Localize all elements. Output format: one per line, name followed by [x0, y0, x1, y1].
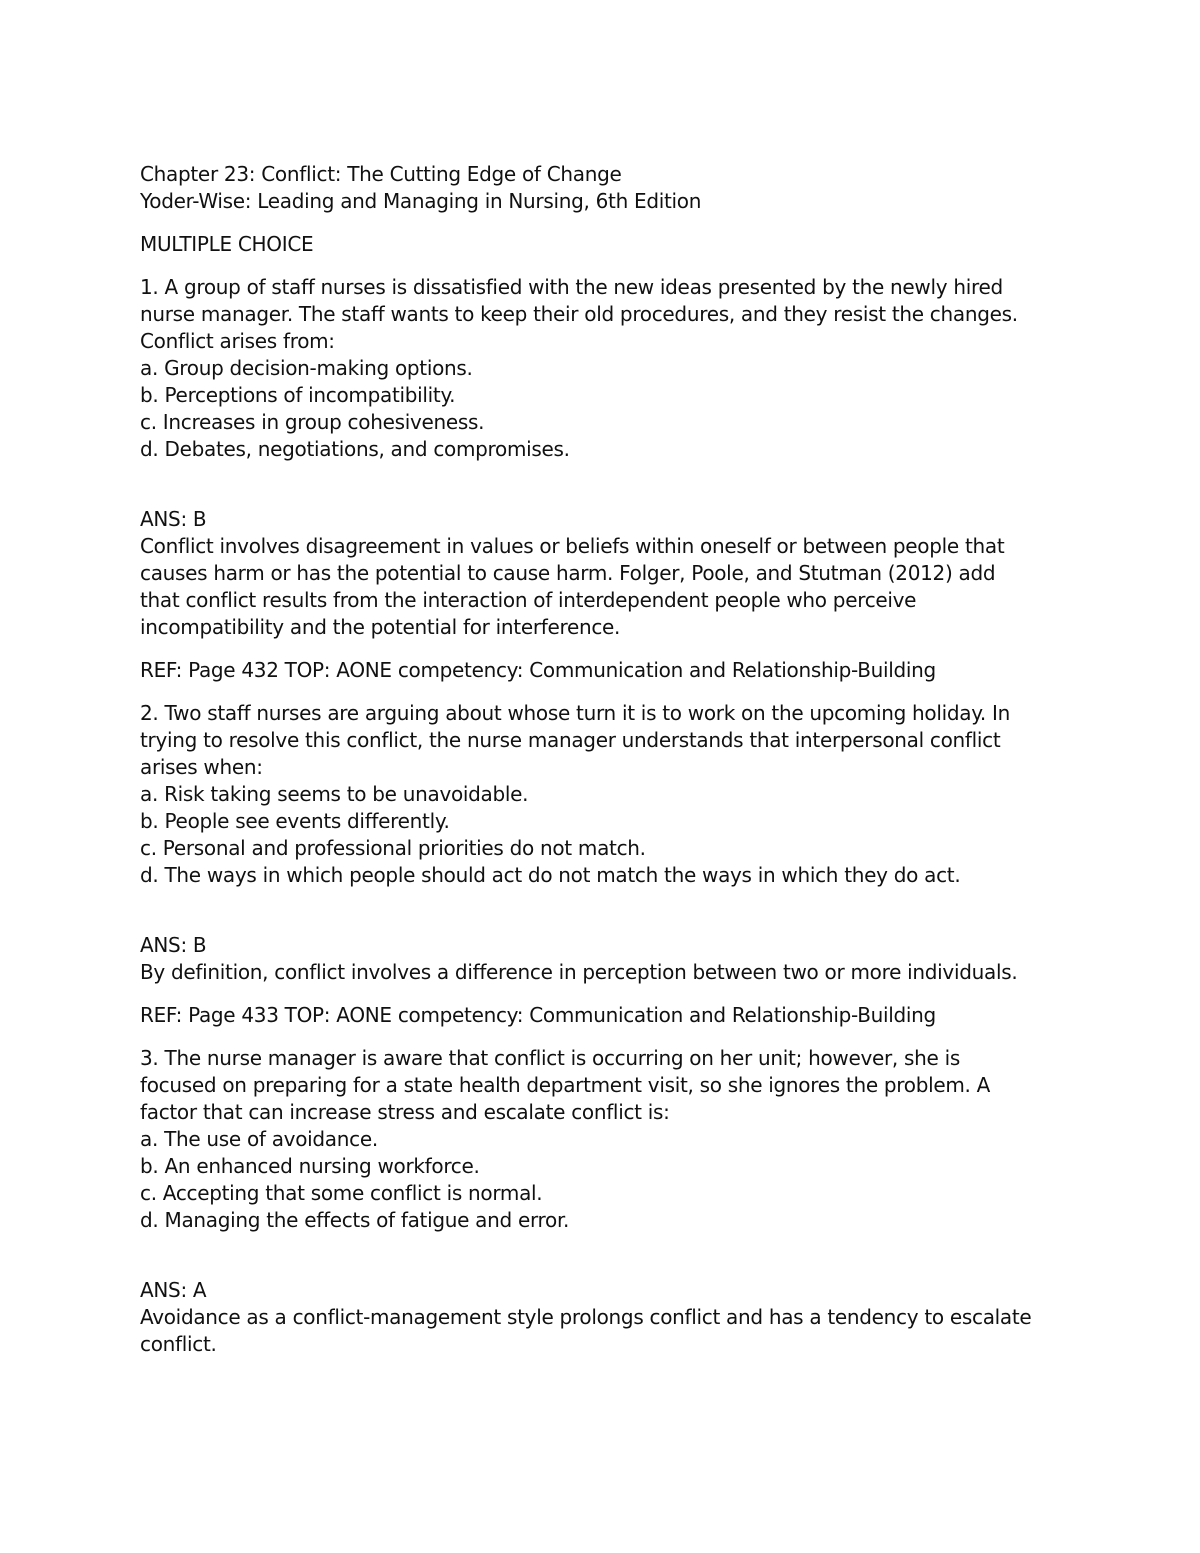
option-a: a. The use of avoidance.	[140, 1127, 378, 1151]
rationale-line: incompatibility and the potential for interference.	[140, 615, 621, 639]
rationale-line: causes harm or has the potential to cause harm. Folger, Poole, and Stutman (2012) add	[140, 561, 996, 585]
question-stem-line: Conflict arises from:	[140, 329, 335, 353]
question-stem-line: focused on preparing for a state health department visit, so she ignores the problem. A	[140, 1073, 991, 1097]
question-stem-line: trying to resolve this conflict, the nurse manager understands that interpersonal conflict	[140, 728, 1001, 752]
option-d: d. Debates, negotiations, and compromises.	[140, 437, 570, 461]
option-b: b. An enhanced nursing workforce.	[140, 1154, 480, 1178]
question-3	[140, 1045, 1060, 1358]
option-a: a. Risk taking seems to be unavoidable.	[140, 782, 529, 806]
question-1	[140, 274, 1060, 700]
rationale-line: conflict.	[140, 1332, 217, 1356]
question-stem-line: 1. A group of staff nurses is dissatisfied with the new ideas presented by the newly hired	[140, 275, 1003, 299]
option-c: c. Personal and professional priorities do not match.	[140, 836, 646, 860]
question-stem-line: 2. Two staff nurses are arguing about whose turn it is to work on the upcoming holiday. In	[140, 701, 1011, 725]
reference: REF: Page 433 TOP: AONE competency: Communication and Relationship-Building	[140, 1003, 936, 1027]
option-c: c. Increases in group cohesiveness.	[140, 410, 485, 434]
rationale-line: By definition, conflict involves a difference in perception between two or more individuals.	[140, 960, 1018, 984]
document-page	[140, 161, 1060, 1358]
question-stem-line: factor that can increase stress and escalate conflict is:	[140, 1100, 670, 1124]
question-stem-line: arises when:	[140, 755, 263, 779]
rationale-line: Conflict involves disagreement in values or beliefs within oneself or between people that	[140, 534, 1005, 558]
section-heading: MULTIPLE CHOICE	[140, 232, 314, 256]
rationale-line: Avoidance as a conflict-management style prolongs conflict and has a tendency to escalate	[140, 1305, 1032, 1329]
option-b: b. Perceptions of incompatibility.	[140, 383, 456, 407]
rationale-line: that conflict results from the interaction of interdependent people who perceive	[140, 588, 917, 612]
option-d: d. The ways in which people should act do not match the ways in which they do act.	[140, 863, 961, 887]
question-stem-line: nurse manager. The staff wants to keep their old procedures, and they resist the changes.	[140, 302, 1018, 326]
answer: ANS: B	[140, 933, 207, 957]
option-c: c. Accepting that some conflict is normal.	[140, 1181, 543, 1205]
option-d: d. Managing the effects of fatigue and error.	[140, 1208, 570, 1232]
chapter-title: Chapter 23: Conflict: The Cutting Edge of Change	[140, 162, 622, 186]
book-title: Yoder-Wise: Leading and Managing in Nursing, 6th Edition	[140, 189, 702, 213]
option-a: a. Group decision-making options.	[140, 356, 473, 380]
question-stem-line: 3. The nurse manager is aware that conflict is occurring on her unit; however, she is	[140, 1046, 960, 1070]
reference: REF: Page 432 TOP: AONE competency: Communication and Relationship-Building	[140, 658, 936, 682]
question-2	[140, 700, 1060, 1045]
answer: ANS: A	[140, 1278, 207, 1302]
option-b: b. People see events differently.	[140, 809, 450, 833]
answer: ANS: B	[140, 507, 207, 531]
